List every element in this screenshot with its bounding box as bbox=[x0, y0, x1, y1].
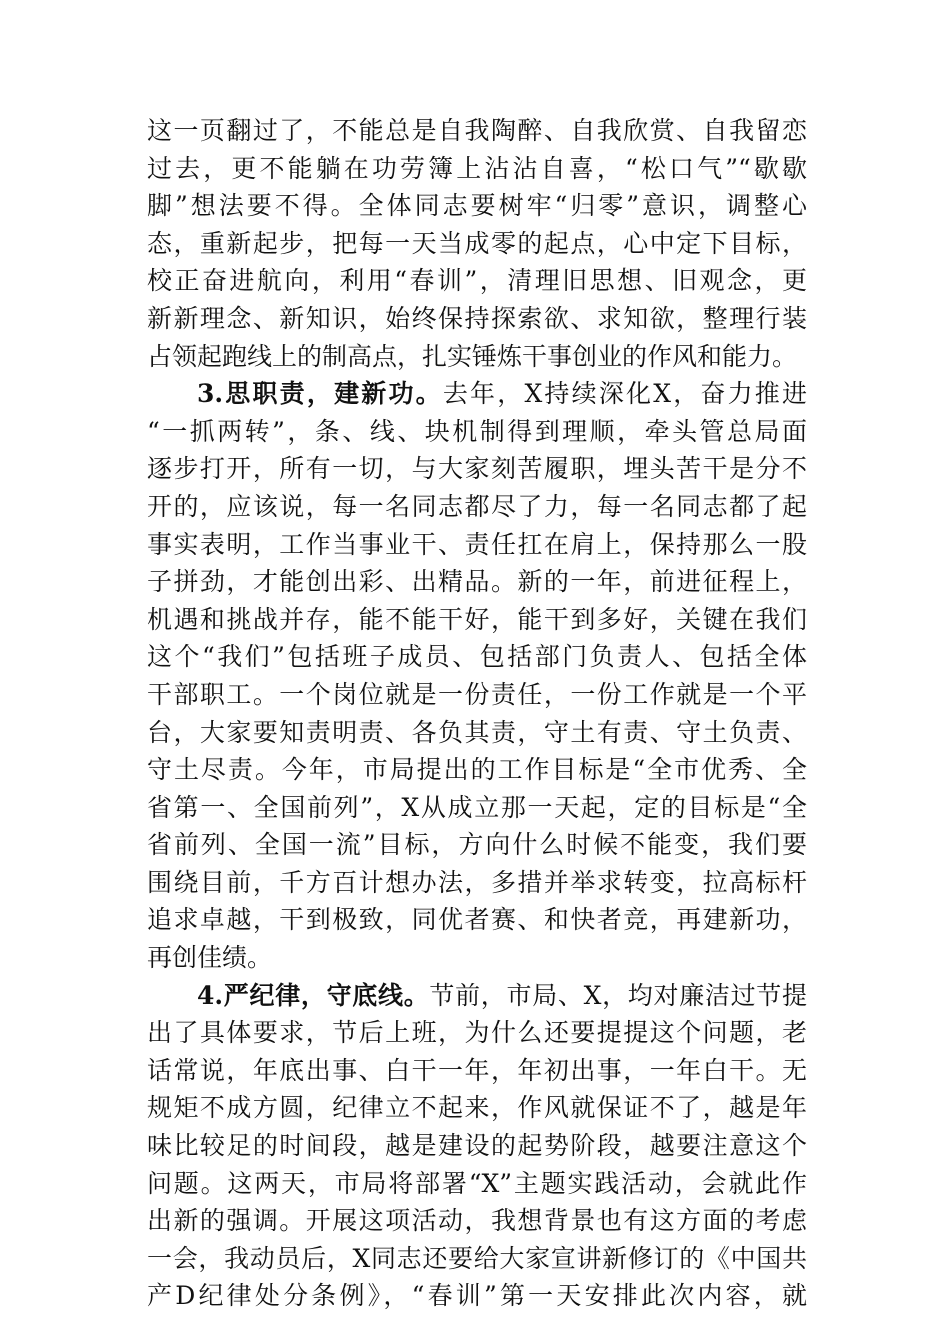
text-line: 这个“我们”包括班子成员、包括部门负责人、包括全体 bbox=[147, 642, 807, 672]
text-line: 规矩不成方圆，纪律立不起来，作风就保证不了，越是年 bbox=[147, 1093, 807, 1123]
text-line: 逐步打开，所有一切，与大家刻苦履职，埋头苦干是分不 bbox=[147, 454, 807, 484]
text-line: 占领起跑线上的制高点，扎实锤炼干事创业的作风和能力。 bbox=[147, 341, 798, 371]
section-4-first-line bbox=[147, 977, 807, 1015]
text-line: 一会，我动员后，X同志还要给大家宣讲新修订的《中国共 bbox=[147, 1243, 807, 1273]
text-line: 省第一、全国前列”，X从成立那一天起，定的目标是“全 bbox=[147, 792, 807, 822]
text-line: 围绕目前，千方百计想办法，多措并举求转变，拉高标杆 bbox=[147, 867, 807, 897]
section-3-heading: 3.思职责，建新功。 bbox=[197, 379, 443, 409]
text-line: 子拼劲，才能创出彩、出精品。新的一年，前进征程上， bbox=[147, 567, 807, 597]
section-3-first-line-text: 去年，X持续深化X，奋力推进 bbox=[442, 379, 807, 409]
text-line: 机遇和挑战并存，能不能干好，能干到多好，关键在我们 bbox=[147, 604, 807, 634]
text-line: 话常说，年底出事、白干一年，年初出事，一年白干。无 bbox=[147, 1055, 807, 1085]
text-line: 干部职工。一个岗位就是一份责任，一份工作就是一个平 bbox=[147, 679, 807, 709]
text-line: 开的，应该说，每一名同志都尽了力，每一名同志都了起 bbox=[147, 491, 807, 521]
document-body bbox=[147, 112, 807, 1315]
text-line: 再创佳绩。 bbox=[147, 943, 273, 973]
text-line: 味比较足的时间段，越是建设的起势阶段，越要注意这个 bbox=[147, 1131, 807, 1161]
text-line: 脚”想法要不得。全体同志要树牢“归零”意识，调整心 bbox=[147, 191, 807, 221]
section-4-first-line-text: 节前，市局、X，均对廉洁过节提 bbox=[429, 980, 807, 1010]
text-line: 台，大家要知责明责、各负其责，守土有责、守土负责、 bbox=[147, 717, 807, 747]
text-line: 守土尽责。今年，市局提出的工作目标是“全市优秀、全 bbox=[147, 755, 807, 785]
text-line: “一抓两转”，条、线、块机制得到理顺，牵头管总局面 bbox=[147, 416, 807, 446]
text-line: 校正奋进航向，利用“春训”，清理旧思想、旧观念，更 bbox=[147, 266, 807, 296]
section-4-paragraph bbox=[147, 977, 807, 1315]
text-line: 出了具体要求，节后上班，为什么还要提提这个问题，老 bbox=[147, 1018, 807, 1048]
text-line: 问题。这两天，市局将部署“X”主题实践活动，会就此作 bbox=[147, 1168, 807, 1198]
section-4-heading: 4.严纪律，守底线。 bbox=[197, 980, 430, 1010]
text-line: 省前列、全国一流”目标，方向什么时候不能变，我们要 bbox=[147, 830, 807, 860]
text-line: 新新理念、新知识，始终保持探索欲、求知欲，整理行装 bbox=[147, 303, 807, 333]
text-line: 事实表明，工作当事业干、责任扛在肩上，保持那么一股 bbox=[147, 529, 807, 559]
text-line: 产D纪律处分条例》，“春训”第一天安排此次内容，就 bbox=[147, 1281, 807, 1311]
section-3-first-line bbox=[147, 375, 807, 413]
text-line: 这一页翻过了，不能总是自我陶醉、自我欣赏、自我留恋 bbox=[147, 116, 807, 145]
text-line: 出新的强调。开展这项活动，我想背景也有这方面的考虑 bbox=[147, 1206, 807, 1236]
text-line: 态，重新起步，把每一天当成零的起点，心中定下目标， bbox=[147, 228, 807, 258]
section-3-paragraph bbox=[147, 375, 807, 977]
text-line: 追求卓越，干到极致，同优者赛、和快者竞，再建新功， bbox=[147, 905, 807, 935]
text-line: 过去，更不能躺在功劳簿上沾沾自喜，“松口气”“歇歇 bbox=[147, 153, 807, 183]
paragraph-1 bbox=[147, 112, 807, 375]
